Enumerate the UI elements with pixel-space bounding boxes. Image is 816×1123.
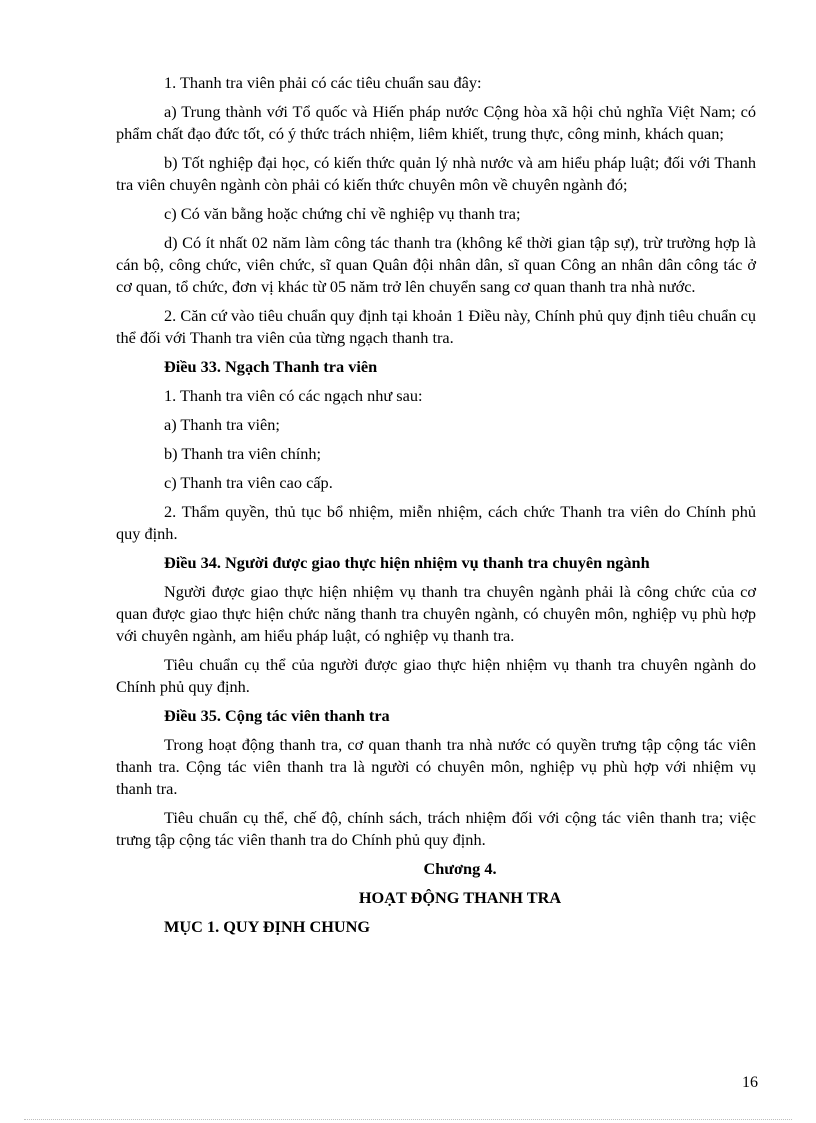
chapter-title: HOẠT ĐỘNG THANH TRA [358, 888, 562, 907]
article-35-paragraph-1: Trong hoạt động thanh tra, cơ quan thanh tra nhà nước có quyền trưng tập cộng tác viên thanh tra. Cộng tác viên thanh tra là người có chuyên môn, nghiệp vụ phù hợp với nhiệm vụ thanh tra. [116, 735, 756, 798]
article-33-item-c: c) Thanh tra viên cao cấp. [164, 473, 333, 492]
paragraph-standard-c: c) Có văn bằng hoặc chứng chỉ về nghiệp vụ thanh tra; [164, 204, 521, 223]
paragraph-standard-d: d) Có ít nhất 02 năm làm công tác thanh tra (không kể thời gian tập sự), trừ trường hợp là cán bộ, công chức, viên chức, sĩ quan Quân đội nhân dân, sĩ quan Công an nhân dân công tác ở cơ quan, tổ chức, đơn vị khác từ 05 năm trở lên chuyển sang cơ quan thanh tra nhà nước. [116, 233, 756, 296]
article-34-paragraph-2: Tiêu chuẩn cụ thể của người được giao thực hiện nhiệm vụ thanh tra chuyên ngành do Chính phủ quy định. [116, 655, 756, 696]
page-bottom-divider [24, 1119, 792, 1120]
article-34-title: Điều 34. Người được giao thực hiện nhiệm vụ thanh tra chuyên ngành [164, 553, 650, 572]
paragraph-standards-intro: 1. Thanh tra viên phải có các tiêu chuẩn sau đây: [164, 73, 482, 92]
article-35-title: Điều 35. Cộng tác viên thanh tra [164, 706, 390, 725]
article-33-title: Điều 33. Ngạch Thanh tra viên [164, 357, 378, 376]
paragraph-standard-b: b) Tốt nghiệp đại học, có kiến thức quản lý nhà nước và am hiểu pháp luật; đối với Thanh tra viên chuyên ngành còn phải có kiến thức chuyên môn về chuyên ngành đó; [116, 153, 756, 194]
article-33-clause-2: 2. Thẩm quyền, thủ tục bổ nhiệm, miễn nhiệm, cách chức Thanh tra viên do Chính phủ quy định. [116, 502, 756, 543]
article-34-paragraph-1: Người được giao thực hiện nhiệm vụ thanh tra chuyên ngành phải là công chức của cơ quan được giao thực hiện chức năng thanh tra chuyên ngành, có chuyên môn, nghiệp vụ phù hợp với chuyên ngành, am hiểu pháp luật, có nghiệp vụ thanh tra. [116, 582, 756, 645]
article-33-item-b: b) Thanh tra viên chính; [164, 444, 322, 463]
article-33-item-a: a) Thanh tra viên; [164, 415, 280, 434]
paragraph-standard-a: a) Trung thành với Tổ quốc và Hiến pháp nước Cộng hòa xã hội chủ nghĩa Việt Nam; có phẩm chất đạo đức tốt, có ý thức trách nhiệm, liêm khiết, trung thực, công minh, khách quan; [116, 102, 756, 143]
article-35-paragraph-2: Tiêu chuẩn cụ thể, chế độ, chính sách, trách nhiệm đối với cộng tác viên thanh tra; việc trưng tập cộng tác viên thanh tra do Chính phủ quy định. [116, 808, 756, 849]
chapter-number: Chương 4. [423, 859, 497, 878]
section-heading: MỤC 1. QUY ĐỊNH CHUNG [164, 917, 371, 936]
document-page [116, 72, 756, 938]
page-number: 16 [742, 1074, 758, 1091]
article-33-clause-1: 1. Thanh tra viên có các ngạch như sau: [164, 386, 423, 405]
paragraph-clause-2: 2. Căn cứ vào tiêu chuẩn quy định tại khoản 1 Điều này, Chính phủ quy định tiêu chuẩn cụ thể đối với Thanh tra viên của từng ngạch thanh tra. [116, 306, 756, 347]
